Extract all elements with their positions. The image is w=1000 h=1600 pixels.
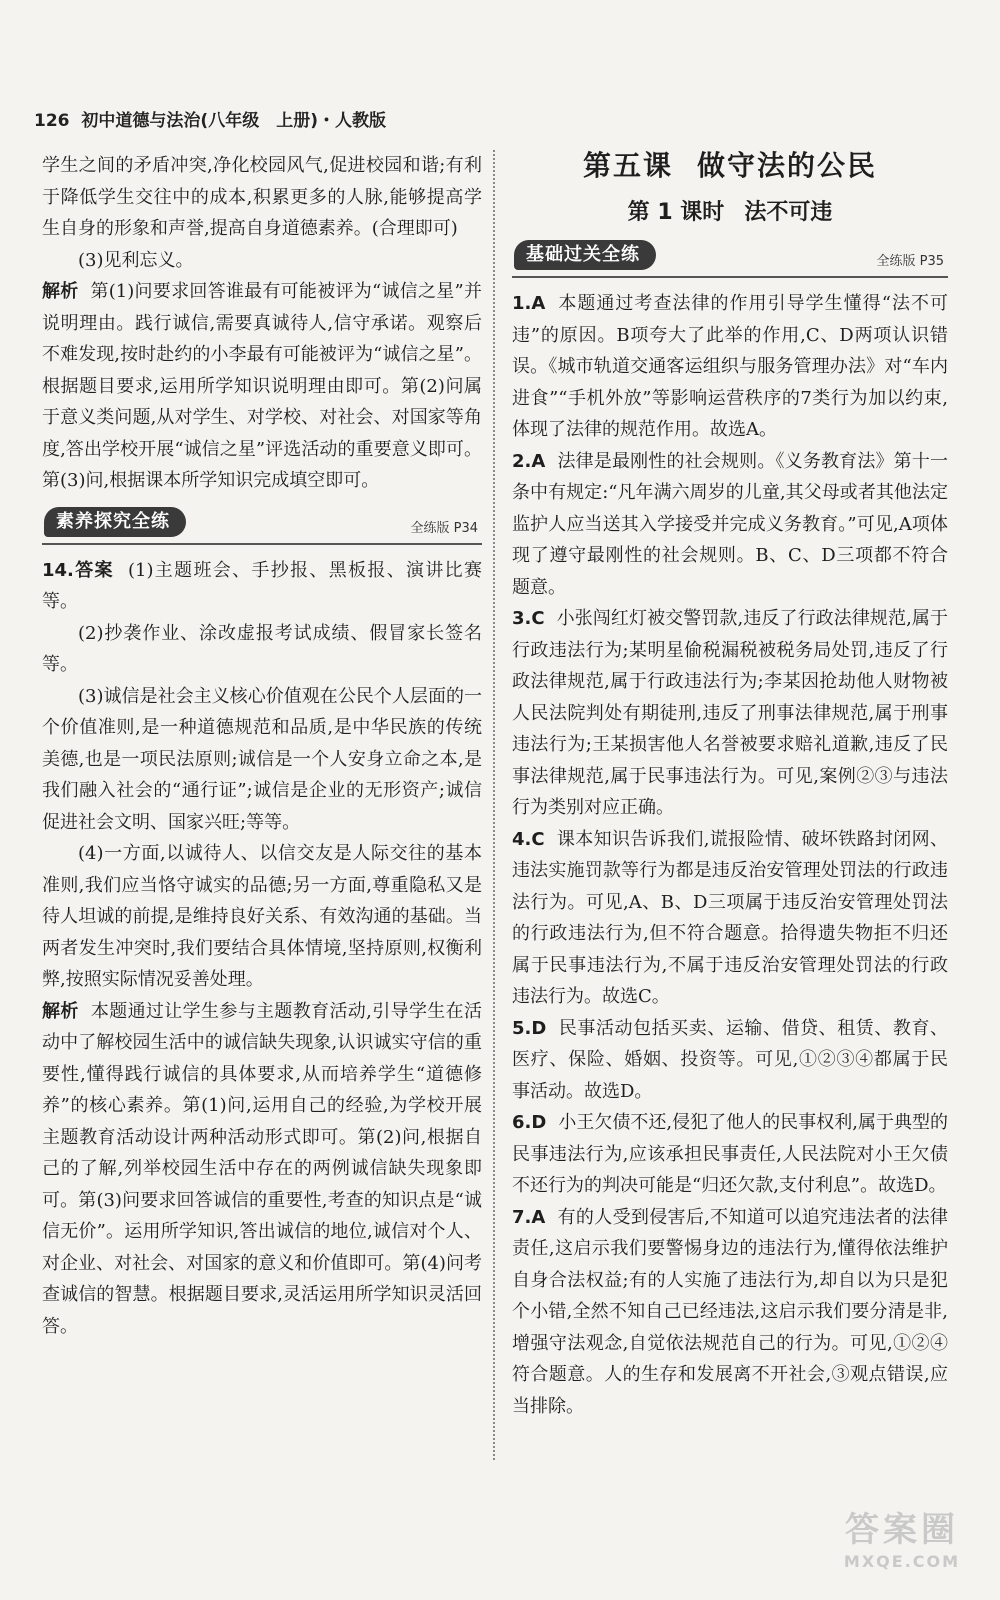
question-item [512,1202,948,1423]
section-header-literacy [42,507,482,545]
watermark-text: 答案圈 [845,1510,959,1550]
right-column [512,146,948,1422]
q14-answer-2: (2)抄袭作业、涂改虚报考试成绩、假冒家长签名等。 [42,622,482,675]
answer-part-3: (3)见利忘义。 [78,249,194,271]
analysis-block-2 [42,996,482,1343]
lesson-title [512,146,948,186]
question-explanation: 小王欠债不还,侵犯了他人的民事权利,属于典型的民事违法行为,应该承担民事责任,人民法院对小王欠债不还行为的判决可能是“归还欠款,支付利息”。故选D。 [512,1112,948,1196]
section-tag: 基础过关全练 [514,240,656,270]
period-title [512,196,948,230]
question-explanation: 课本知识告诉我们,谎报险情、破坏铁路封闭网、违法实施罚款等行为都是违反治安管理处罚法的行政违法行为。可见,A、B、D三项属于违反治安管理处罚法的行政违法行为,但不符合题意。拾得遗失物拒不归还属于民事违法行为,不属于违反治安管理处罚法的行政违法行为。故选C。 [512,828,948,1007]
question-explanation: 本题通过考查法律的作用引导学生懂得“法不可违”的原因。B项夸大了此举的作用,C、D两项认识错误。《城市轨道交通客运组织与服务管理办法》对“车内进食”“手机外放”等影响运营秩序的7类行为加以约束,体现了法律的规范作用。故选A。 [512,293,948,440]
q14-answer-3: (3)诚信是社会主义核心价值观在公民个人层面的一个价值准则,是一种道德规范和品质,是中华民族的传统美德,也是一项民法原则;诚信是一个人安身立命之本,是我们融入社会的“通行证”;诚信是企业的无形资产;诚信促进社会文明、国家兴旺;等等。 [42,685,482,833]
question-item [512,824,948,1013]
question-number: 2.A [512,450,546,472]
site-watermark-logo [822,1508,982,1578]
answer-continuation: 学生之间的矛盾冲突,净化校园风气,促进校园和谐;有利于降低学生交往中的成本,积累更多的人脉,能够提高学生自身的形象和声誉,提高自身道德素养。(合理即可) [42,155,482,239]
section-tag: 素养探究全练 [44,507,186,537]
period-number: 第 1 课时 [627,200,725,225]
question-number: 4.C [512,828,545,850]
lesson-number: 第五课 [582,149,673,182]
q14-label: 14.答案 [42,559,114,581]
analysis-text: 本题通过让学生参与主题教育活动,引导学生在活动中了解校园生活中的诚信缺失现象,认识诚实守信的重要性,懂得践行诚信的具体要求,从而培养学生“道德修养”的核心素养。第(1)问,运用自己的经验,为学校开展主题教育活动设计两种活动形式即可。第(2)问,根据自己的了解,列举校园生活中存在的两例诚信缺失现象即可。第(3)问要求回答诚信的重要性,考查的知识点是“诚信无价”。运用所学知识,答出诚信的地位,诚信对个人、对企业、对社会、对国家的意义和价值即可。第(4)问考查诚信的智慧。根据题目要求,灵活运用所学知识灵活回答。 [42,1000,482,1337]
question-item [512,1013,948,1108]
question-number: 1.A [512,293,546,314]
question-list [512,288,948,1422]
question-explanation: 法律是最刚性的社会规则。《义务教育法》第十一条中有规定:“凡年满六周岁的儿童,其父母或者其他法定监护人应当送其入学接受并完成义务教育。”可见,A项体现了遵守最刚性的社会规则。B、C、D三项都不符合题意。 [512,450,948,598]
q14-answer [42,555,482,618]
watermark-url: MXQE.COM [843,1552,961,1571]
page-header [34,106,386,131]
question-number: 3.C [512,608,545,629]
question-explanation: 有的人受到侵害后,不知道可以追究违法者的法律责任,这启示我们要警惕身边的违法行为,懂得依法维护自身合法权益;有的人实施了违法行为,却自以为只是犯个小错,全然不知自己已经违法,这启示我们要分清是非,增强守法观念,自觉依法规范自己的行为。可见,①②④符合题意。人的生存和发展离不开社会,③观点错误,应当排除。 [512,1206,948,1417]
question-item [512,603,948,824]
section-ref: 全练版 P35 [876,254,944,269]
analysis-label: 解析 [42,1000,79,1022]
q14-answer-4: (4)一方面,以诚待人、以信交友是人际交往的基本准则,我们应当恪守诚实的品德;另一方面,尊重隐私又是待人坦诚的前提,是维持良好关系、有效沟通的基础。当两者发生冲突时,我们要结合具体情境,坚持原则,权衡利弊,按照实际情况妥善处理。 [42,843,482,990]
question-number: 5.D [512,1017,547,1039]
page-number: 126 [34,111,70,131]
analysis-block-1 [42,276,482,497]
question-explanation: 小张闯红灯被交警罚款,违反了行政法律规范,属于行政违法行为;某明星偷税漏税被税务局处罚,违反了行政法律规范,属于行政违法行为;李某因抢劫他人财物被人民法院判处有期徒刑,违反了刑事法律规范,属于刑事违法行为;王某损害他人名誉被要求赔礼道歉,违反了民事法律规范,属于民事违法行为。可见,案例②③与违法行为类别对应正确。 [512,608,948,818]
book-title: 初中道德与法治(八年级 上册)・人教版 [81,111,386,131]
section-ref: 全练版 P34 [410,520,478,536]
lesson-name: 做守法的公民 [697,149,878,182]
left-column [42,150,482,1342]
question-item [512,1107,948,1202]
question-number: 7.A [512,1206,546,1228]
question-number: 6.D [512,1112,547,1133]
analysis-label: 解析 [42,281,79,302]
question-item [512,288,948,446]
question-item [512,446,948,604]
analysis-text: 第(1)问要求回答谁最有可能被评为“诚信之星”并说明理由。践行诚信,需要真诚待人,信守承诺。观察后不难发现,按时赴约的小李最有可能被评为“诚信之星”。根据题目要求,运用所学知识说明理由即可。第(2)问属于意义类问题,从对学生、对学校、对社会、对国家等角度,答出学校开展“诚信之星”评选活动的重要意义即可。第(3)问,根据课本所学知识完成填空即可。 [42,281,482,491]
section-header-basic [512,240,948,278]
q14-answer-1: (1)主题班会、手抄报、黑板报、演讲比赛等。 [42,559,483,612]
period-name: 法不可违 [744,200,833,225]
column-divider [493,150,495,1460]
question-explanation: 民事活动包括买卖、运输、借贷、租赁、教育、医疗、保险、婚姻、投资等。可见,①②③④都属于民事活动。故选D。 [512,1017,948,1102]
